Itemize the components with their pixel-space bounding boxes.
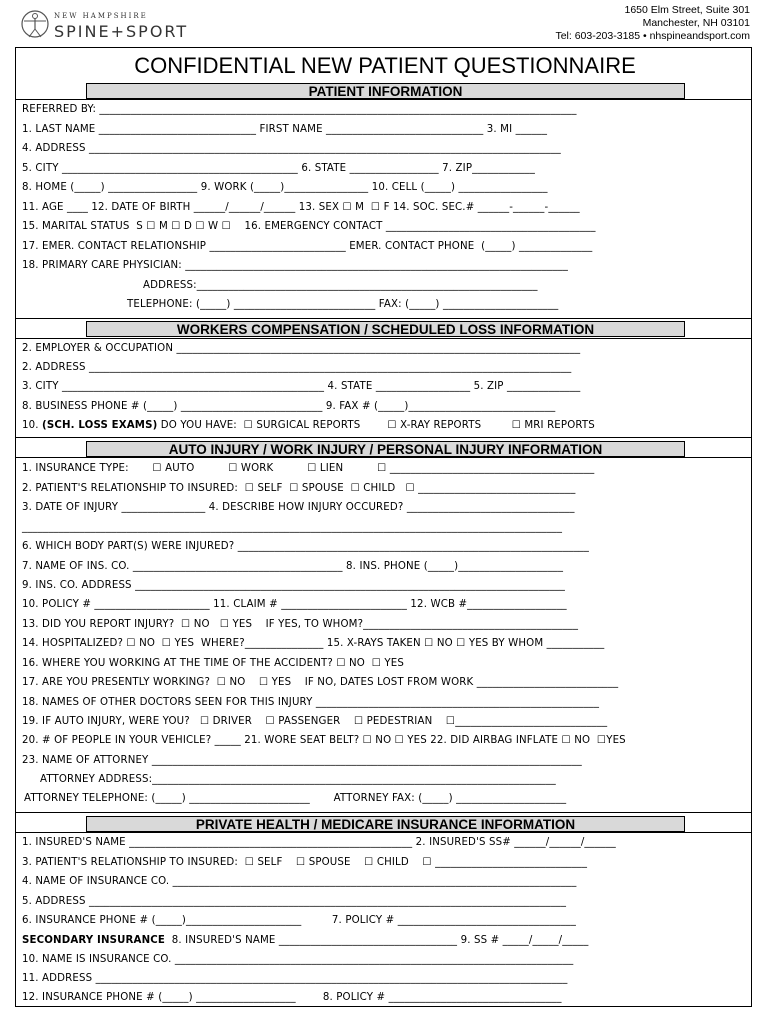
date-of-injury-field[interactable]: 3. DATE OF INJURY ________________ 4. DESCRIBE HOW INJURY OCCURED? ________________________________ — [22, 502, 575, 513]
secondary-address-field[interactable]: 11. ADDRESS __________________________________________________________________________________________ — [22, 973, 568, 984]
logo-wordmark: SPINE+SPORT — [54, 22, 189, 41]
emergency-relationship-fields[interactable]: 17. EMER. CONTACT RELATIONSHIP __________________________ EMER. CONTACT PHONE (_____) ______________ — [22, 241, 593, 252]
attorney-phone-fax-fields[interactable]: ATTORNEY TELEPHONE: (_____) _______________________ ATTORNEY FAX: (_____) _____________________ — [24, 793, 567, 804]
divider — [15, 338, 752, 339]
section-header-patient: PATIENT INFORMATION — [86, 83, 685, 99]
referred-by-field[interactable]: REFERRED BY: ___________________________________________________________________________________________ — [22, 104, 577, 115]
section-header-private-health: PRIVATE HEALTH / MEDICARE INSURANCE INFORMATION — [86, 816, 685, 832]
relationship-checkboxes[interactable]: 2. PATIENT'S RELATIONSHIP TO INSURED: ☐ SELF ☐ SPOUSE ☐ CHILD ☐ ______________________________ — [22, 483, 576, 494]
address-contact: Tel: 603-203-3185 • nhspineandsport.com — [555, 30, 750, 42]
working-at-accident-checkboxes[interactable]: 16. WHERE YOU WORKING AT THE TIME OF THE ACCIDENT? ☐ NO ☐ YES — [22, 658, 404, 669]
city-state-zip-fields[interactable]: 5. CITY _____________________________________________ 6. STATE _________________ 7. ZIP____________ — [22, 163, 536, 174]
address-street: 1650 Elm Street, Suite 301 — [624, 4, 750, 16]
insured-relationship-checkboxes[interactable]: 3. PATIENT'S RELATIONSHIP TO INSURED: ☐ SELF ☐ SPOUSE ☐ CHILD ☐ _____________________________ — [22, 857, 588, 868]
attorney-address-field[interactable]: ATTORNEY ADDRESS:_____________________________________________________________________________ — [40, 774, 556, 785]
divider — [15, 457, 752, 458]
secondary-insured-name-ss-fields[interactable]: 8. INSURED'S NAME __________________________________ 9. SS # _____/_____/_____ — [164, 935, 589, 946]
phone-fields[interactable]: 8. HOME (_____) _________________ 9. WORK (_____)________________ 10. CELL (_____) _________________ — [22, 182, 548, 193]
vitruvian-figure-icon — [20, 8, 50, 40]
section-header-workers-comp: WORKERS COMPENSATION / SCHEDULED LOSS INFORMATION — [86, 321, 685, 337]
employer-city-state-zip-fields[interactable]: 3. CITY __________________________________________________ 4. STATE __________________ 5. ZIP ______________ — [22, 381, 581, 392]
ins-co-address-field[interactable]: 9. INS. CO. ADDRESS __________________________________________________________________________________ — [22, 580, 566, 591]
insurance-phone-policy-fields[interactable]: 6. INSURANCE PHONE # (_____)______________________ 7. POLICY # __________________________________ — [22, 915, 576, 926]
insurance-co-name-field[interactable]: 4. NAME OF INSURANCE CO. _____________________________________________________________________________ — [22, 876, 577, 887]
sch-loss-number: 10. — [22, 420, 43, 431]
vehicle-seatbelt-airbag-fields[interactable]: 20. # OF PEOPLE IN YOUR VEHICLE? _____ 21. WORE SEAT BELT? ☐ NO ☐ YES 22. DID AIRBAG INFLATE ☐ NO ☐YES — [22, 735, 626, 746]
logo — [20, 8, 189, 44]
sch-loss-label: (SCH. LOSS EXAMS) — [42, 420, 158, 431]
business-phone-fax-fields[interactable]: 8. BUSINESS PHONE # (_____) ___________________________ 9. FAX # (_____)____________________________ — [22, 401, 556, 412]
divider — [15, 99, 752, 100]
report-injury-field[interactable]: 13. DID YOU REPORT INJURY? ☐ NO ☐ YES IF YES, TO WHOM?_________________________________________ — [22, 619, 579, 630]
hospitalized-xray-fields[interactable]: 14. HOSPITALIZED? ☐ NO ☐ YES WHERE?_______________ 15. X-RAYS TAKEN ☐ NO ☐ YES BY WHOM ___________ — [22, 638, 605, 649]
employer-address-field[interactable]: 2. ADDRESS ____________________________________________________________________________________________ — [22, 362, 572, 373]
employer-field[interactable]: 2. EMPLOYER & OCCUPATION _____________________________________________________________________________ — [22, 343, 581, 354]
ins-co-name-phone-fields[interactable]: 7. NAME OF INS. CO. ________________________________________ 8. INS. PHONE (_____)____________________ — [22, 561, 564, 572]
divider — [15, 812, 752, 813]
physician-phone-fax-fields[interactable]: TELEPHONE: (_____) ___________________________ FAX: (_____) ______________________ — [127, 299, 559, 310]
address-city: Manchester, NH 03101 — [642, 17, 750, 29]
name-fields[interactable]: 1. LAST NAME ______________________________ FIRST NAME ______________________________ 3. MI ______ — [22, 124, 548, 135]
clinic-address — [555, 4, 750, 43]
auto-role-checkboxes[interactable]: 19. IF AUTO INJURY, WERE YOU? ☐ DRIVER ☐ PASSENGER ☐ PEDESTRIAN ☐_____________________________ — [22, 716, 608, 727]
divider — [15, 318, 752, 319]
address-field[interactable]: 4. ADDRESS __________________________________________________________________________________________ — [22, 143, 561, 154]
body-parts-field[interactable]: 6. WHICH BODY PART(S) WERE INJURED? ___________________________________________________________________ — [22, 541, 590, 552]
secondary-phone-policy-fields[interactable]: 12. INSURANCE PHONE # (_____) ___________________ 8. POLICY # _________________________________ — [22, 992, 562, 1003]
age-dob-sex-ssn-fields[interactable]: 11. AGE ____ 12. DATE OF BIRTH ______/______/______ 13. SEX ☐ M ☐ F 14. SOC. SEC.# ______-______-______ — [22, 202, 580, 213]
insurance-co-address-field[interactable]: 5. ADDRESS ___________________________________________________________________________________________ — [22, 896, 567, 907]
injury-description-line[interactable]: _______________________________________________________________________________________________________ — [22, 522, 563, 533]
secondary-insurance-fields[interactable] — [22, 935, 589, 946]
secondary-insurance-label: SECONDARY INSURANCE — [22, 935, 165, 946]
physician-address-field[interactable]: ADDRESS:_________________________________________________________________ — [143, 280, 538, 291]
divider — [15, 832, 752, 833]
primary-physician-field[interactable]: 18. PRIMARY CARE PHYSICIAN: _________________________________________________________________________ — [22, 260, 569, 271]
sch-loss-options[interactable]: DO YOU HAVE: ☐ SURGICAL REPORTS ☐ X-RAY REPORTS ☐ MRI REPORTS — [157, 420, 595, 431]
sch-loss-exam-checkboxes[interactable] — [22, 420, 595, 431]
policy-claim-wcb-fields[interactable]: 10. POLICY # ______________________ 11. CLAIM # ________________________ 12. WCB #___________________ — [22, 599, 567, 610]
divider — [15, 437, 752, 438]
form-title: CONFIDENTIAL NEW PATIENT QUESTIONNAIRE — [134, 53, 636, 78]
other-doctors-field[interactable]: 18. NAMES OF OTHER DOCTORS SEEN FOR THIS INJURY ______________________________________________________ — [22, 697, 600, 708]
attorney-name-field[interactable]: 23. NAME OF ATTORNEY __________________________________________________________________________________ — [22, 755, 582, 766]
insurance-type-checkboxes[interactable]: 1. INSURANCE TYPE: ☐ AUTO ☐ WORK ☐ LIEN ☐ _______________________________________ — [22, 463, 595, 474]
marital-emergency-fields[interactable]: 15. MARITAL STATUS S ☐ M ☐ D ☐ W ☐ 16. EMERGENCY CONTACT ________________________________________ — [22, 221, 596, 232]
insured-name-ss-fields[interactable]: 1. INSURED'S NAME ______________________________________________________ 2. INSURED'S SS# ______/______/______ — [22, 837, 616, 848]
secondary-insurance-co-field[interactable]: 10. NAME IS INSURANCE CO. ____________________________________________________________________________ — [22, 954, 574, 965]
logo-tagline: NEW HAMPSHIRE — [54, 12, 148, 20]
section-header-injury: AUTO INJURY / WORK INJURY / PERSONAL INJURY INFORMATION — [86, 441, 685, 457]
presently-working-field[interactable]: 17. ARE YOU PRESENTLY WORKING? ☐ NO ☐ YES IF NO, DATES LOST FROM WORK ___________________________ — [22, 677, 619, 688]
